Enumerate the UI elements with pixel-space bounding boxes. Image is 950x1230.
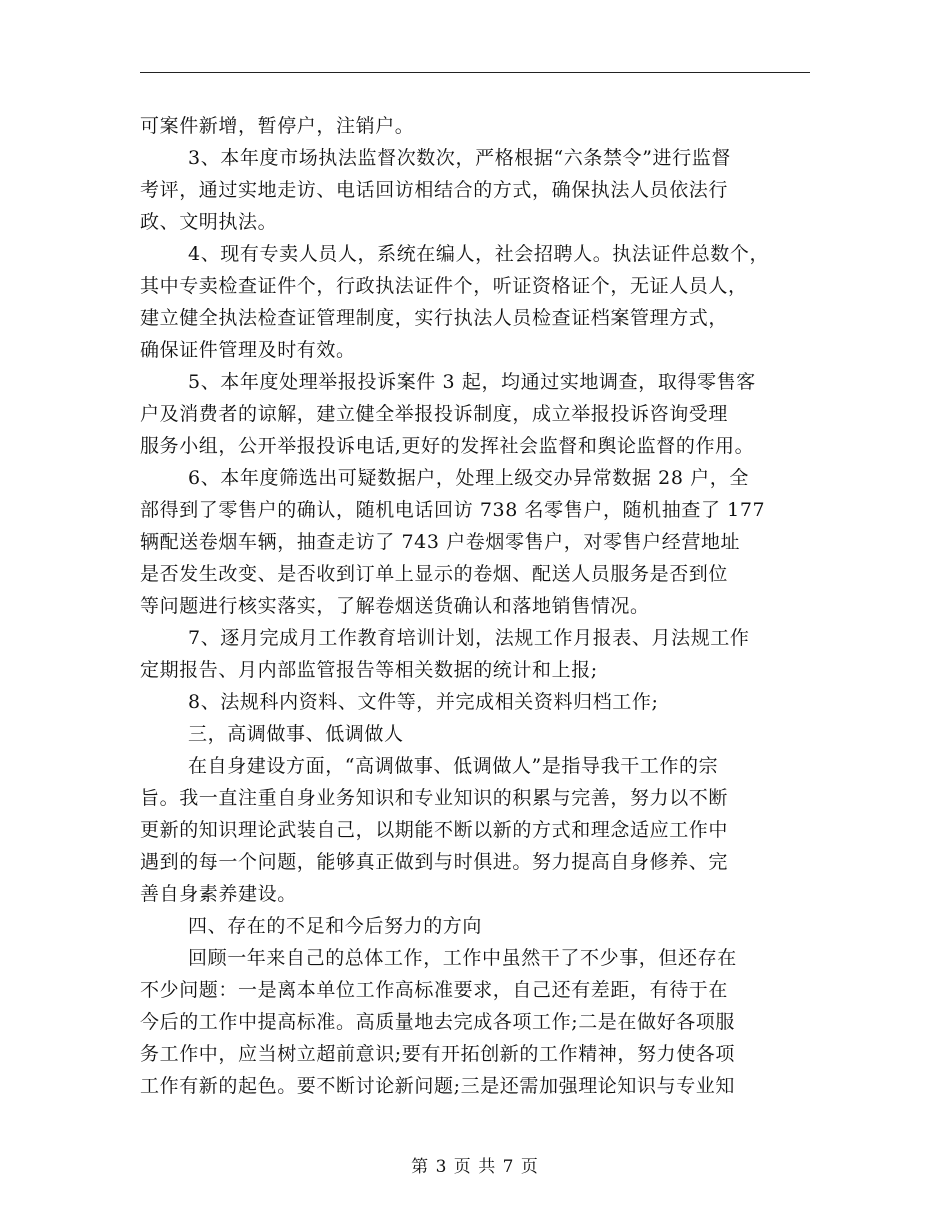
- text-line: 4、现有专卖人员人，系统在编人，社会招聘人。执法证件总数个，: [188, 243, 770, 265]
- text-line: 辆配送卷烟车辆，抽查走访了 743 户卷烟零售户，对零售户经营地址: [140, 531, 741, 553]
- text-line: 务工作中，应当树立超前意识;要有开拓创新的工作精神，努力使各项: [140, 1043, 736, 1065]
- text-line: 8、法规科内资料、文件等，并完成相关资料归档工作;: [188, 691, 659, 713]
- text-line: 旨。我一直注重自身业务知识和专业知识的积累与完善，努力以不断: [140, 787, 729, 809]
- page-number: 第 3 页 共 7 页: [411, 1157, 539, 1177]
- text-line: 7、逐月完成月工作教育培训计划，法规工作月报表、月法规工作: [188, 627, 750, 649]
- text-line: 3、本年度市场执法监督次数次，严格根据“六条禁令”进行监督: [188, 147, 731, 169]
- text-line: 工作有新的起色。要不断讨论新问题;三是还需加强理论知识与专业知: [140, 1075, 736, 1097]
- text-line: 部得到了零售户的确认，随机电话回访 738 名零售户，随机抽查了 177: [140, 499, 766, 521]
- text-line: 遇到的每一个问题，能够真正做到与时俱进。努力提高自身修养、完: [140, 851, 729, 873]
- text-line: 可案件新增，暂停户，注销户。: [140, 115, 415, 137]
- text-line: 不少问题：一是离本单位工作高标准要求，自己还有差距，有待于在: [140, 979, 729, 1001]
- text-line: 善自身素养建设。: [140, 883, 297, 905]
- section-heading: 四、存在的不足和今后努力的方向: [188, 915, 483, 937]
- text-line: 建立健全执法检查证管理制度，实行执法人员检查证档案管理方式，: [140, 307, 729, 329]
- text-line: 服务小组，公开举报投诉电话,更好的发挥社会监督和舆论监督的作用。: [140, 435, 755, 457]
- text-line: 等问题进行核实落实，了解卷烟送货确认和落地销售情况。: [140, 595, 650, 617]
- text-line: 户及消费者的谅解，建立健全举报投诉制度，成立举报投诉咨询受理: [140, 403, 729, 425]
- text-line: 回顾一年来自己的总体工作，工作中虽然干了不少事，但还存在: [188, 947, 737, 969]
- text-line: 其中专卖检查证件个，行政执法证件个，听证资格证个，无证人员人，: [140, 275, 748, 297]
- text-line: 5、本年度处理举报投诉案件 3 起，均通过实地调查，取得零售客: [188, 371, 756, 393]
- text-line: 在自身建设方面，“高调做事、低调做人”是指导我干工作的宗: [188, 755, 719, 777]
- text-line: 6、本年度筛选出可疑数据户，处理上级交办异常数据 28 户，全: [188, 467, 749, 489]
- text-line: 考评，通过实地走访、电话回访相结合的方式，确保执法人员依法行: [140, 179, 729, 201]
- section-heading: 三，高调做事、低调做人: [188, 723, 404, 745]
- text-line: 更新的知识理论武装自己，以期能不断以新的方式和理念适应工作中: [140, 819, 729, 841]
- text-line: 确保证件管理及时有效。: [140, 339, 356, 361]
- text-line: 定期报告、月内部监管报告等相关数据的统计和上报;: [140, 659, 598, 681]
- text-line: 政、文明执法。: [140, 211, 278, 233]
- text-line: 是否发生改变、是否收到订单上显示的卷烟、配送人员服务是否到位: [140, 563, 729, 585]
- text-line: 今后的工作中提高标准。高质量地去完成各项工作;二是在做好各项服: [140, 1011, 736, 1033]
